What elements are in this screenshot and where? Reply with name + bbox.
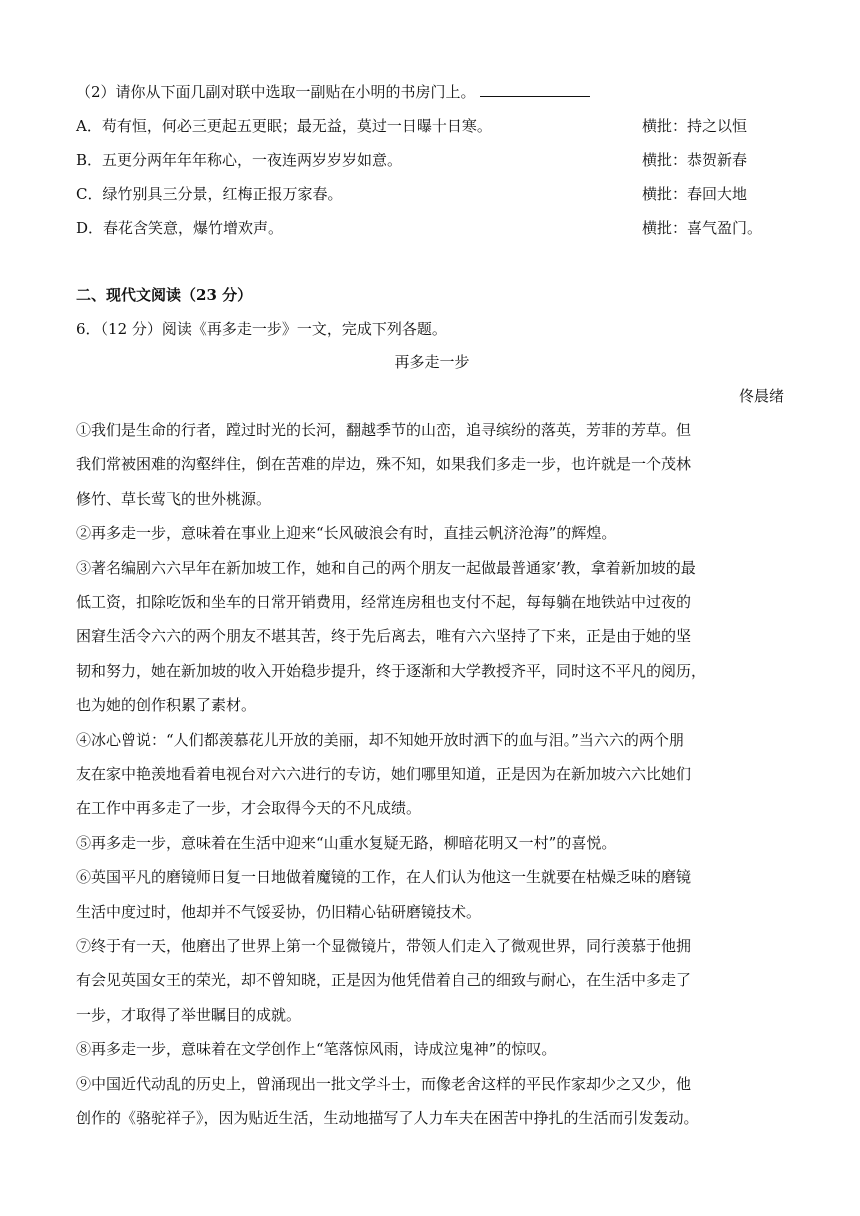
question-prompt — [76, 82, 788, 102]
article-line: 友在家中艳羡地看着电视台对六六进行的专访，她们哪里知道，正是因为在新加坡六六比她们 — [76, 765, 692, 783]
article-line: 修竹、草长莺飞的世外桃源。 — [76, 489, 272, 508]
article-line: 在工作中再多走了一步，才会取得今天的不凡成绩。 — [76, 799, 422, 818]
article-line: 低工资，扣除吃饭和坐车的日常开销费用，经常连房租也支付不起，每每躺在地铁站中过夜的 — [76, 593, 692, 611]
option-d-hengpi: 横批：喜气盈门。 — [642, 219, 763, 237]
article-line: 也为她的创作积累了素材。 — [76, 696, 257, 715]
question-prompt-text: （2）请你从下面几副对联中选取一副贴在小明的书房门上。 — [76, 83, 476, 101]
article-line: ⑨中国近代动乱的历史上，曾涌现出一批文学斗士，而像老舍这样的平民作家却少之又少，他 — [76, 1074, 692, 1093]
article-line: ⑦终于有一天，他磨出了世界上第一个显微镜片，带领人们走入了微观世界，同行羡慕于他拥 — [76, 937, 692, 955]
article-line: 我们常被困难的沟壑绊住，倒在苦难的岸边，殊不知，如果我们多走一步，也许就是一个茂林 — [76, 455, 692, 474]
article-line: 有会见英国女王的荣光，却不曾知晓，正是因为他凭借着自己的细致与耐心，在生活中多走了 — [76, 971, 692, 990]
article-line: ④冰心曾说：“人们都羡慕花儿开放的美丽，却不知她开放时洒下的血与泪。”当六六的两个朋 — [76, 730, 684, 749]
article-line: ①我们是生命的行者，蹚过时光的长河，翻越季节的山峦，追寻缤纷的落英，芳菲的芳草。但 — [76, 421, 692, 439]
option-b-text: B．五更分两年年年称心，一夜连两岁岁岁如意。 — [76, 151, 403, 169]
option-d-text: D．春花含笑意，爆竹增欢声。 — [76, 219, 284, 237]
article-line: ⑧再多走一步，意味着在文学创作上“笔落惊风雨，诗成泣鬼神”的惊叹。 — [76, 1040, 557, 1059]
option-a-text: A．苟有恒，何必三更起五更眠；最无益，莫过一日曝十日寒。 — [76, 117, 492, 135]
article-line: ②再多走一步，意味着在事业上迎来“长风破浪会有时，直挂云帆济沧海”的辉煌。 — [76, 524, 617, 543]
answer-blank[interactable] — [480, 82, 590, 97]
article-title: 再多走一步 — [394, 353, 470, 371]
article-line: ③著名编剧六六早年在新加坡工作，她和自己的两个朋友一起做最普通家’教，拿着新加坡的最 — [76, 558, 696, 577]
article-line: 创作的《骆驼祥子》，因为贴近生活，生动地描写了人力车夫在困苦中挣扎的生活而引发轰动。 — [76, 1109, 699, 1127]
option-a-hengpi: 横批：持之以恒 — [642, 117, 748, 135]
article-line: 困窘生活令六六的两个朋友不堪其苦，终于先后离去，唯有六六坚持了下来，正是由于她的坚 — [76, 627, 692, 646]
article-author: 佟晨绪 — [738, 387, 784, 405]
section-heading: 二、现代文阅读（23 分） — [76, 286, 253, 304]
option-c-hengpi: 横批：春回大地 — [642, 185, 748, 203]
article-line: 生活中度过时，他却并不气馁妥协，仍旧精心钻研磨镜技术。 — [76, 902, 482, 921]
article-line: 一步，才取得了举世瞩目的成就。 — [76, 1005, 302, 1024]
question-6-prompt: 6．（12 分）阅读《再多走一步》一文，完成下列各题。 — [76, 320, 447, 338]
option-c-text: C．绿竹别具三分景，红梅正报万家春。 — [76, 185, 343, 203]
article-line: ⑤再多走一步，意味着在生活中迎来“山重水复疑无路，柳暗花明又一村”的喜悦。 — [76, 833, 617, 852]
article-line: ⑥英国平凡的磨镜师日复一日地做着魔镜的工作，在人们认为他这一生就要在枯燥乏味的磨镜 — [76, 868, 692, 887]
option-b-hengpi: 横批：恭贺新春 — [642, 151, 748, 169]
article-line: 韧和努力，她在新加坡的收入开始稳步提升，终于逐渐和大学教授齐平，同时这不平凡的阅历， — [76, 661, 707, 680]
